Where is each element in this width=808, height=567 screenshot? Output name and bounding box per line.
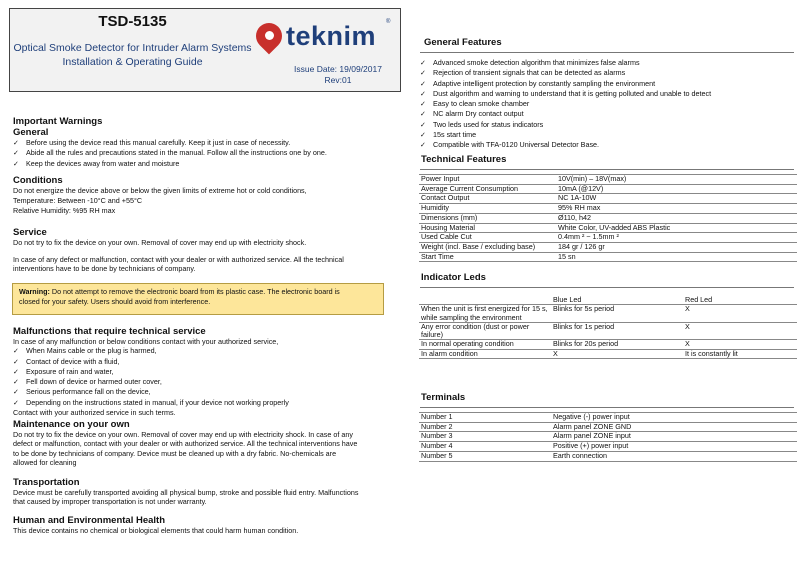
table-row xyxy=(419,340,797,349)
conditions-text xyxy=(13,186,307,216)
table-row xyxy=(419,175,797,185)
maintenance-line: Do not try to fix the device on your own. Removal of cover may end up with electricity shock. In case of any xyxy=(13,430,353,439)
feature-item: ✓ Easy to clean smoke chamber xyxy=(420,99,711,109)
transportation-text xyxy=(13,488,358,507)
terminal-number-cell: Number 3 xyxy=(419,432,551,442)
maintenance-text xyxy=(13,430,357,467)
terminals-heading: Terminals xyxy=(421,392,466,403)
table-row xyxy=(419,322,797,340)
malfunction-item: ✓ Serious performance fall on the device, xyxy=(13,387,289,397)
feature-item: ✓ Rejection of transient signals that can be detected as alarms xyxy=(420,68,711,78)
header-subtitle xyxy=(10,41,255,69)
maintenance-heading: Maintenance on your own xyxy=(13,419,130,430)
feature-item: ✓ Dust algorithm and warning to understand that it is getting polluted and unable to detect xyxy=(420,89,711,99)
service-text-2 xyxy=(13,255,344,274)
table-row xyxy=(419,442,797,452)
table-row xyxy=(419,204,797,214)
service-heading: Service xyxy=(13,227,47,238)
maintenance-line: to be done by technicians of company. Device must be cleaned up with a dry fabric. No-chemicals are xyxy=(13,448,337,458)
malfunctions-heading: Malfunctions that require technical service xyxy=(13,326,206,337)
general-item: ✓ Before using the device read this manual carefully. Keep it just in case of necessity. xyxy=(13,138,327,148)
model-title: TSD-5135 xyxy=(98,13,167,30)
spec-value-cell: 10V(min) – 18V(max) xyxy=(556,175,797,185)
warning-label: Warning: xyxy=(19,287,50,296)
table-row xyxy=(419,451,797,461)
table-row xyxy=(419,194,797,204)
transportation-line: that caused by improper transportation is not under warranty. xyxy=(13,497,207,507)
logo-dot-icon xyxy=(265,31,274,40)
spec-value-cell: Ø110, h42 xyxy=(556,213,797,223)
table-row xyxy=(419,413,797,423)
terminal-function-cell: Negative (-) power input xyxy=(551,413,797,423)
warning-text-2: closed for your safety. Users should avoid from interference. xyxy=(19,297,211,306)
service-text: Do not try to fix the device on your own. Removal of cover may end up with electricity shock. xyxy=(13,238,307,247)
malfunctions-intro: In case of any malfunction or below conditions contact with your authorized service, xyxy=(13,337,279,346)
blue-led-cell: X xyxy=(551,349,683,358)
spec-value-cell: 10mA (@12V) xyxy=(556,184,797,194)
blue-led-cell: Blinks for 1s period xyxy=(551,322,683,340)
technical-features-table xyxy=(419,174,797,262)
heading-rule xyxy=(420,52,794,53)
revision: Rev:01 xyxy=(324,75,352,85)
general-item: ✓ Abide all the rules and precautions stated in the manual. Follow all the instructions one by one. xyxy=(13,148,327,158)
red-led-cell: It is constantly lit xyxy=(683,349,797,358)
terminal-function-cell: Alarm panel ZONE input xyxy=(551,432,797,442)
malfunction-item: ✓ Exposure of rain and water, xyxy=(13,367,289,377)
registered-mark: ® xyxy=(386,19,391,25)
conditions-heading: Conditions xyxy=(13,175,63,186)
table-row xyxy=(419,213,797,223)
feature-item: ✓ NC alarm Dry contact output xyxy=(420,109,711,119)
technical-features-heading: Technical Features xyxy=(421,154,507,165)
spec-value-cell: 0.4mm ² ~ 1.5mm ² xyxy=(556,233,797,243)
table-row xyxy=(419,349,797,358)
terminal-number-cell: Number 5 xyxy=(419,451,551,461)
feature-item: ✓ Compatible with TFA-0120 Universal Detector Base. xyxy=(420,140,711,150)
conditions-line: Relative Humidity: %95 RH max xyxy=(13,206,116,216)
terminal-number-cell: Number 1 xyxy=(419,413,551,423)
terminal-function-cell: Earth connection xyxy=(551,451,797,461)
spec-name-cell: Housing Material xyxy=(419,223,556,233)
feature-item: ✓ Advanced smoke detection algorithm that minimizes false alarms xyxy=(420,58,711,68)
terminal-function-cell: Alarm panel ZONE GND xyxy=(551,422,797,432)
spec-name-cell: Dimensions (mm) xyxy=(419,213,556,223)
brand-logo: teknim xyxy=(286,21,377,51)
heading-rule xyxy=(420,287,794,288)
general-heading: General xyxy=(13,127,49,138)
terminal-function-cell: Positive (+) power input xyxy=(551,442,797,452)
condition-cell: In normal operating condition xyxy=(419,340,551,349)
spec-name-cell: Power Input xyxy=(419,175,556,185)
indicator-leds-heading: Indicator Leds xyxy=(421,272,486,283)
important-warnings-heading: Important Warnings xyxy=(13,116,103,127)
heading-rule xyxy=(420,407,794,408)
malfunction-item: ✓ Contact of device with a fluid, xyxy=(13,357,289,367)
spec-name-cell: Weight (incl. Base / excluding base) xyxy=(419,242,556,252)
conditions-line: Temperature: Between -10°C and +55°C xyxy=(13,196,143,206)
malfunction-item: ✓ Depending on the instructions stated in manual, if your device not working properly xyxy=(13,398,289,408)
spec-value-cell: White Color, UV-added ABS Plastic xyxy=(556,223,797,233)
table-row xyxy=(419,252,797,262)
document-header xyxy=(9,8,401,92)
heading-rule xyxy=(420,169,794,170)
spec-name-cell: Used Cable Cut xyxy=(419,233,556,243)
column-header: Red Led xyxy=(683,296,797,305)
feature-item: ✓ Adaptive intelligent protection by constantly sampling the environment xyxy=(420,79,711,89)
blue-led-cell: Blinks for 5s period xyxy=(551,305,683,323)
spec-name-cell: Contact Output xyxy=(419,194,556,204)
conditions-line: Do not energize the device above or below the given limits of extreme hot or cold conditions, xyxy=(13,186,307,195)
blue-led-cell: Blinks for 20s period xyxy=(551,340,683,349)
feature-item: ✓ Two leds used for status indicators xyxy=(420,120,711,130)
warning-line-1 xyxy=(19,287,377,297)
transportation-line: Device must be carefully transported avoiding all physical bump, stroke and possible fluid entry. Malfunctions xyxy=(13,488,359,497)
red-led-cell: X xyxy=(683,322,797,340)
spec-name-cell: Humidity xyxy=(419,204,556,214)
general-item: ✓ Keep the devices away from water and moisture xyxy=(13,159,327,169)
warning-box xyxy=(12,283,384,315)
warning-text-1: Do not attempt to remove the electronic board from its plastic case. The electronic board is xyxy=(49,287,340,296)
column-header: Blue Led xyxy=(551,296,683,305)
general-list xyxy=(13,138,327,169)
spec-name-cell: Start Time xyxy=(419,252,556,262)
transportation-heading: Transportation xyxy=(13,477,80,488)
spec-value-cell: NC 1A-10W xyxy=(556,194,797,204)
spec-value-cell: 15 sn xyxy=(556,252,797,262)
table-row xyxy=(419,305,797,323)
condition-cell: In alarm condition xyxy=(419,349,551,358)
maintenance-line: defect or malfunction, contact with your dealer or with authorized service. All the technical interventions have xyxy=(13,439,358,449)
malfunctions-outro: Contact with your authorized service in such terms. xyxy=(13,408,176,418)
red-led-cell: X xyxy=(683,340,797,349)
terminals-table xyxy=(419,412,797,462)
terminal-number-cell: Number 4 xyxy=(419,442,551,452)
general-features-list xyxy=(420,58,711,151)
indicator-leds-table xyxy=(419,296,797,359)
table-row xyxy=(419,233,797,243)
spec-name-cell: Average Current Consumption xyxy=(419,184,556,194)
malfunction-item: ✓ When Mains cable or the plug is harmed, xyxy=(13,346,289,356)
issue-info xyxy=(293,64,383,86)
red-led-cell: X xyxy=(683,305,797,323)
malfunctions-block xyxy=(13,337,289,417)
malfunction-item: ✓ Fell down of device or harmed outer cover, xyxy=(13,377,289,387)
service-line: interventions have to be done by technicians of company. xyxy=(13,264,196,274)
condition-cell: Any error condition (dust or power failure) xyxy=(419,322,551,340)
table-row xyxy=(419,242,797,252)
subtitle-line-2: Installation & Operating Guide xyxy=(62,56,203,68)
issue-date: Issue Date: 19/09/2017 xyxy=(294,64,382,74)
subtitle-line-1: Optical Smoke Detector for Intruder Alarm Systems xyxy=(13,42,252,54)
terminal-number-cell: Number 2 xyxy=(419,422,551,432)
spec-value-cell: 184 gr / 126 gr xyxy=(556,242,797,252)
service-line: In case of any defect or malfunction, contact with your dealer or with authorized service. All the technical xyxy=(13,255,344,264)
general-features-heading: General Features xyxy=(424,37,502,48)
feature-item: ✓ 15s start time xyxy=(420,130,711,140)
maintenance-line: allowed for cleaning xyxy=(13,457,77,467)
condition-cell: When the unit is first energized for 15 s, while sampling the environment xyxy=(419,305,551,323)
environment-text: This device contains no chemical or biological elements that could harm human condition. xyxy=(13,526,299,535)
spec-value-cell: 95% RH max xyxy=(556,204,797,214)
environment-heading: Human and Environmental Health xyxy=(13,515,166,526)
table-row xyxy=(419,184,797,194)
